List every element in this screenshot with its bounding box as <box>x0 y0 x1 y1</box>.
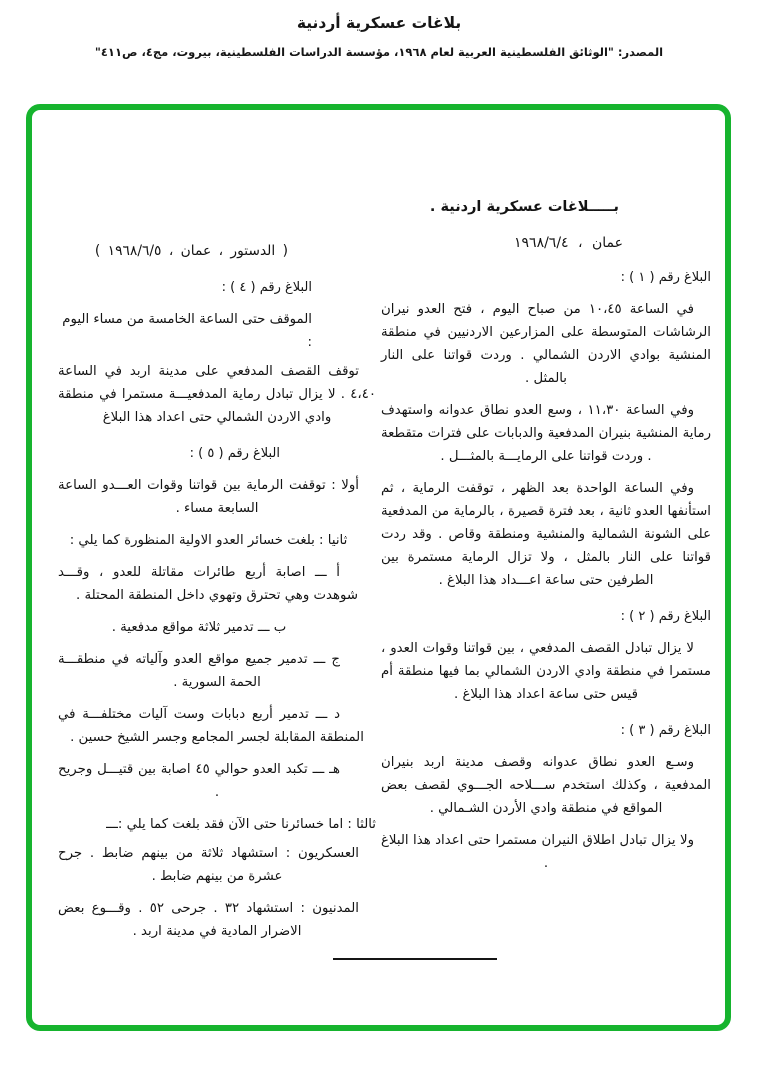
communique-1-paragraph: في الساعة ‪١٠،٤٥‬ من صباح اليوم ، فتح العدو نيران الرشاشات المتوسطة على المزارعين الاردنيين في منطقة المنشية بوادي الاردن الشمالي . وردت قواتنا على النار بالمثل . <box>381 302 711 386</box>
document-frame <box>26 104 731 1031</box>
communique-5-label: البلاغ رقم ( ٥ ) : <box>189 446 280 461</box>
page-header <box>0 14 758 59</box>
losses-item-b: ب ـــ تدمير ثلاثة مواقع مدفعية . <box>111 620 287 635</box>
communique-3-paragraph: ولا يزال تبادل اطلاق النيران مستمرا حتى اعداد هذا البلاغ . <box>381 833 694 871</box>
communique-1-paragraph: وفي الساعة ‪١١،٣٠‬ ، وسع العدو نطاق عدوانه واستهدف رماية المنشية بنيران المدفعية والدبابات على فترات متقطعة . وردت قواتنا على الرمايـــة بالمثـــل . <box>381 403 711 464</box>
communique-5-first-clause: أولا : توقفت الرماية بين قواتنا وقوات العـــدو الساعة السابعة مساء . <box>58 478 359 516</box>
dateline-amman: عمان ، ١٩٦٨/٦/٤ <box>514 235 623 251</box>
dateline-dustour: ( الدستور ، عمان ، ١٩٦٨/٦/٥ ) <box>94 243 288 259</box>
losses-item-a: أ ـــ اصابة أربع طائرات مقاتلة للعدو ، وقـــد شوهدت وهي تحترق وتهوي داخل المنطقة المحتلة . <box>58 565 358 603</box>
document-heading: بـــــلاغات عسكرية اردنية . <box>429 199 619 215</box>
communique-1-label: البلاغ رقم ( ١ ) : <box>620 270 711 285</box>
losses-item-c: ج ـــ تدمير جميع مواقع العدو وآلياته في منطقـــة الحمة السورية . <box>58 652 340 690</box>
communique-5-third-clause: ثالثا : اما خسائرنا حتى الآن فقد بلغت كما يلي :ـــ <box>106 817 376 832</box>
communique-4-status-line: الموقف حتى الساعة الخامسة من مساء اليوم : <box>62 312 312 350</box>
source-citation: المصدر: "الوثائق الفلسطينية العربية لعام ١٩٦٨، مؤسسة الدراسات الفلسطينية، بيروت، مج٤، ص٤١١" <box>94 45 664 59</box>
communique-3-paragraph: وسـع العدو نطاق عدوانه وقصف مدينة اربد بنيران المدفعية ، وكذلك استخدم ســـلاحه الجـــوي لقصف بعض المواقع في منطقة وادي الأردن الشـمالي . <box>381 755 711 816</box>
column-left <box>58 240 376 952</box>
communique-1-paragraph: وفي الساعة الواحدة بعد الظهر ، توقفت الرماية ، ثم استأنفها العدو ثانية ، بعد فترة قصيرة ، بالرماية من المدفعية على الشونة الشمالية والمنشية ومنطقة وقاص . وقد ردت قواتنا على النار بالمثل ، ولا تزال الرماية مستمرة بين الطرفين حتى ساعة اعـــداد هذا البلاغ . <box>381 481 711 588</box>
civilian-casualties: المدنيون : استشهاد ٣٢ . جرحى ٥٢ . وقـــوع بعض الاضرار المادية في مدينة اربد . <box>58 901 359 939</box>
losses-item-d: د ـــ تدمير أربع دبابات وست آليات مختلفـــة في المنطقة المقابلة لجسر المجامع وجسر الشيخ حسين . <box>58 707 364 745</box>
communique-5-second-clause: ثانيا : بلغت خسائر العدو الاولية المنظورة كما يلي : <box>69 533 348 548</box>
communique-3-label: البلاغ رقم ( ٣ ) : <box>620 723 711 738</box>
page-title: بلاغات عسكرية أردنية <box>296 14 462 32</box>
losses-item-e: هـ ـــ تكبد العدو حوالي ٤٥ اصابة بين قتيـــل وجريح . <box>58 762 340 800</box>
communique-2-label: البلاغ رقم ( ٢ ) : <box>620 609 711 624</box>
communique-4-label: البلاغ رقم ( ٤ ) : <box>221 280 312 295</box>
column-right <box>381 196 711 884</box>
military-casualties: العسكريون : استشهاد ثلاثة من بينهم ضابط . جرح عشرة من بينهم ضابط . <box>58 846 359 884</box>
communique-4-paragraph: توقف القصف المدفعي على مدينة اربد في الساعة ‪٤،٤٠‬ . لا يزال تبادل رماية المدفعيـــة مستمرا في منطقة وادي الاردن الشمالي حتى اعداد هذا البلاغ <box>58 364 376 425</box>
footer-divider-line <box>333 958 497 960</box>
communique-2-paragraph: لا يزال تبادل القصف المدفعي ، بين قواتنا وقوات العدو ، مستمرا في منطقة وادي الاردن الشمالي بما فيها منطقة أم قيس حتى ساعة اعداد هذا البلاغ . <box>381 641 711 702</box>
